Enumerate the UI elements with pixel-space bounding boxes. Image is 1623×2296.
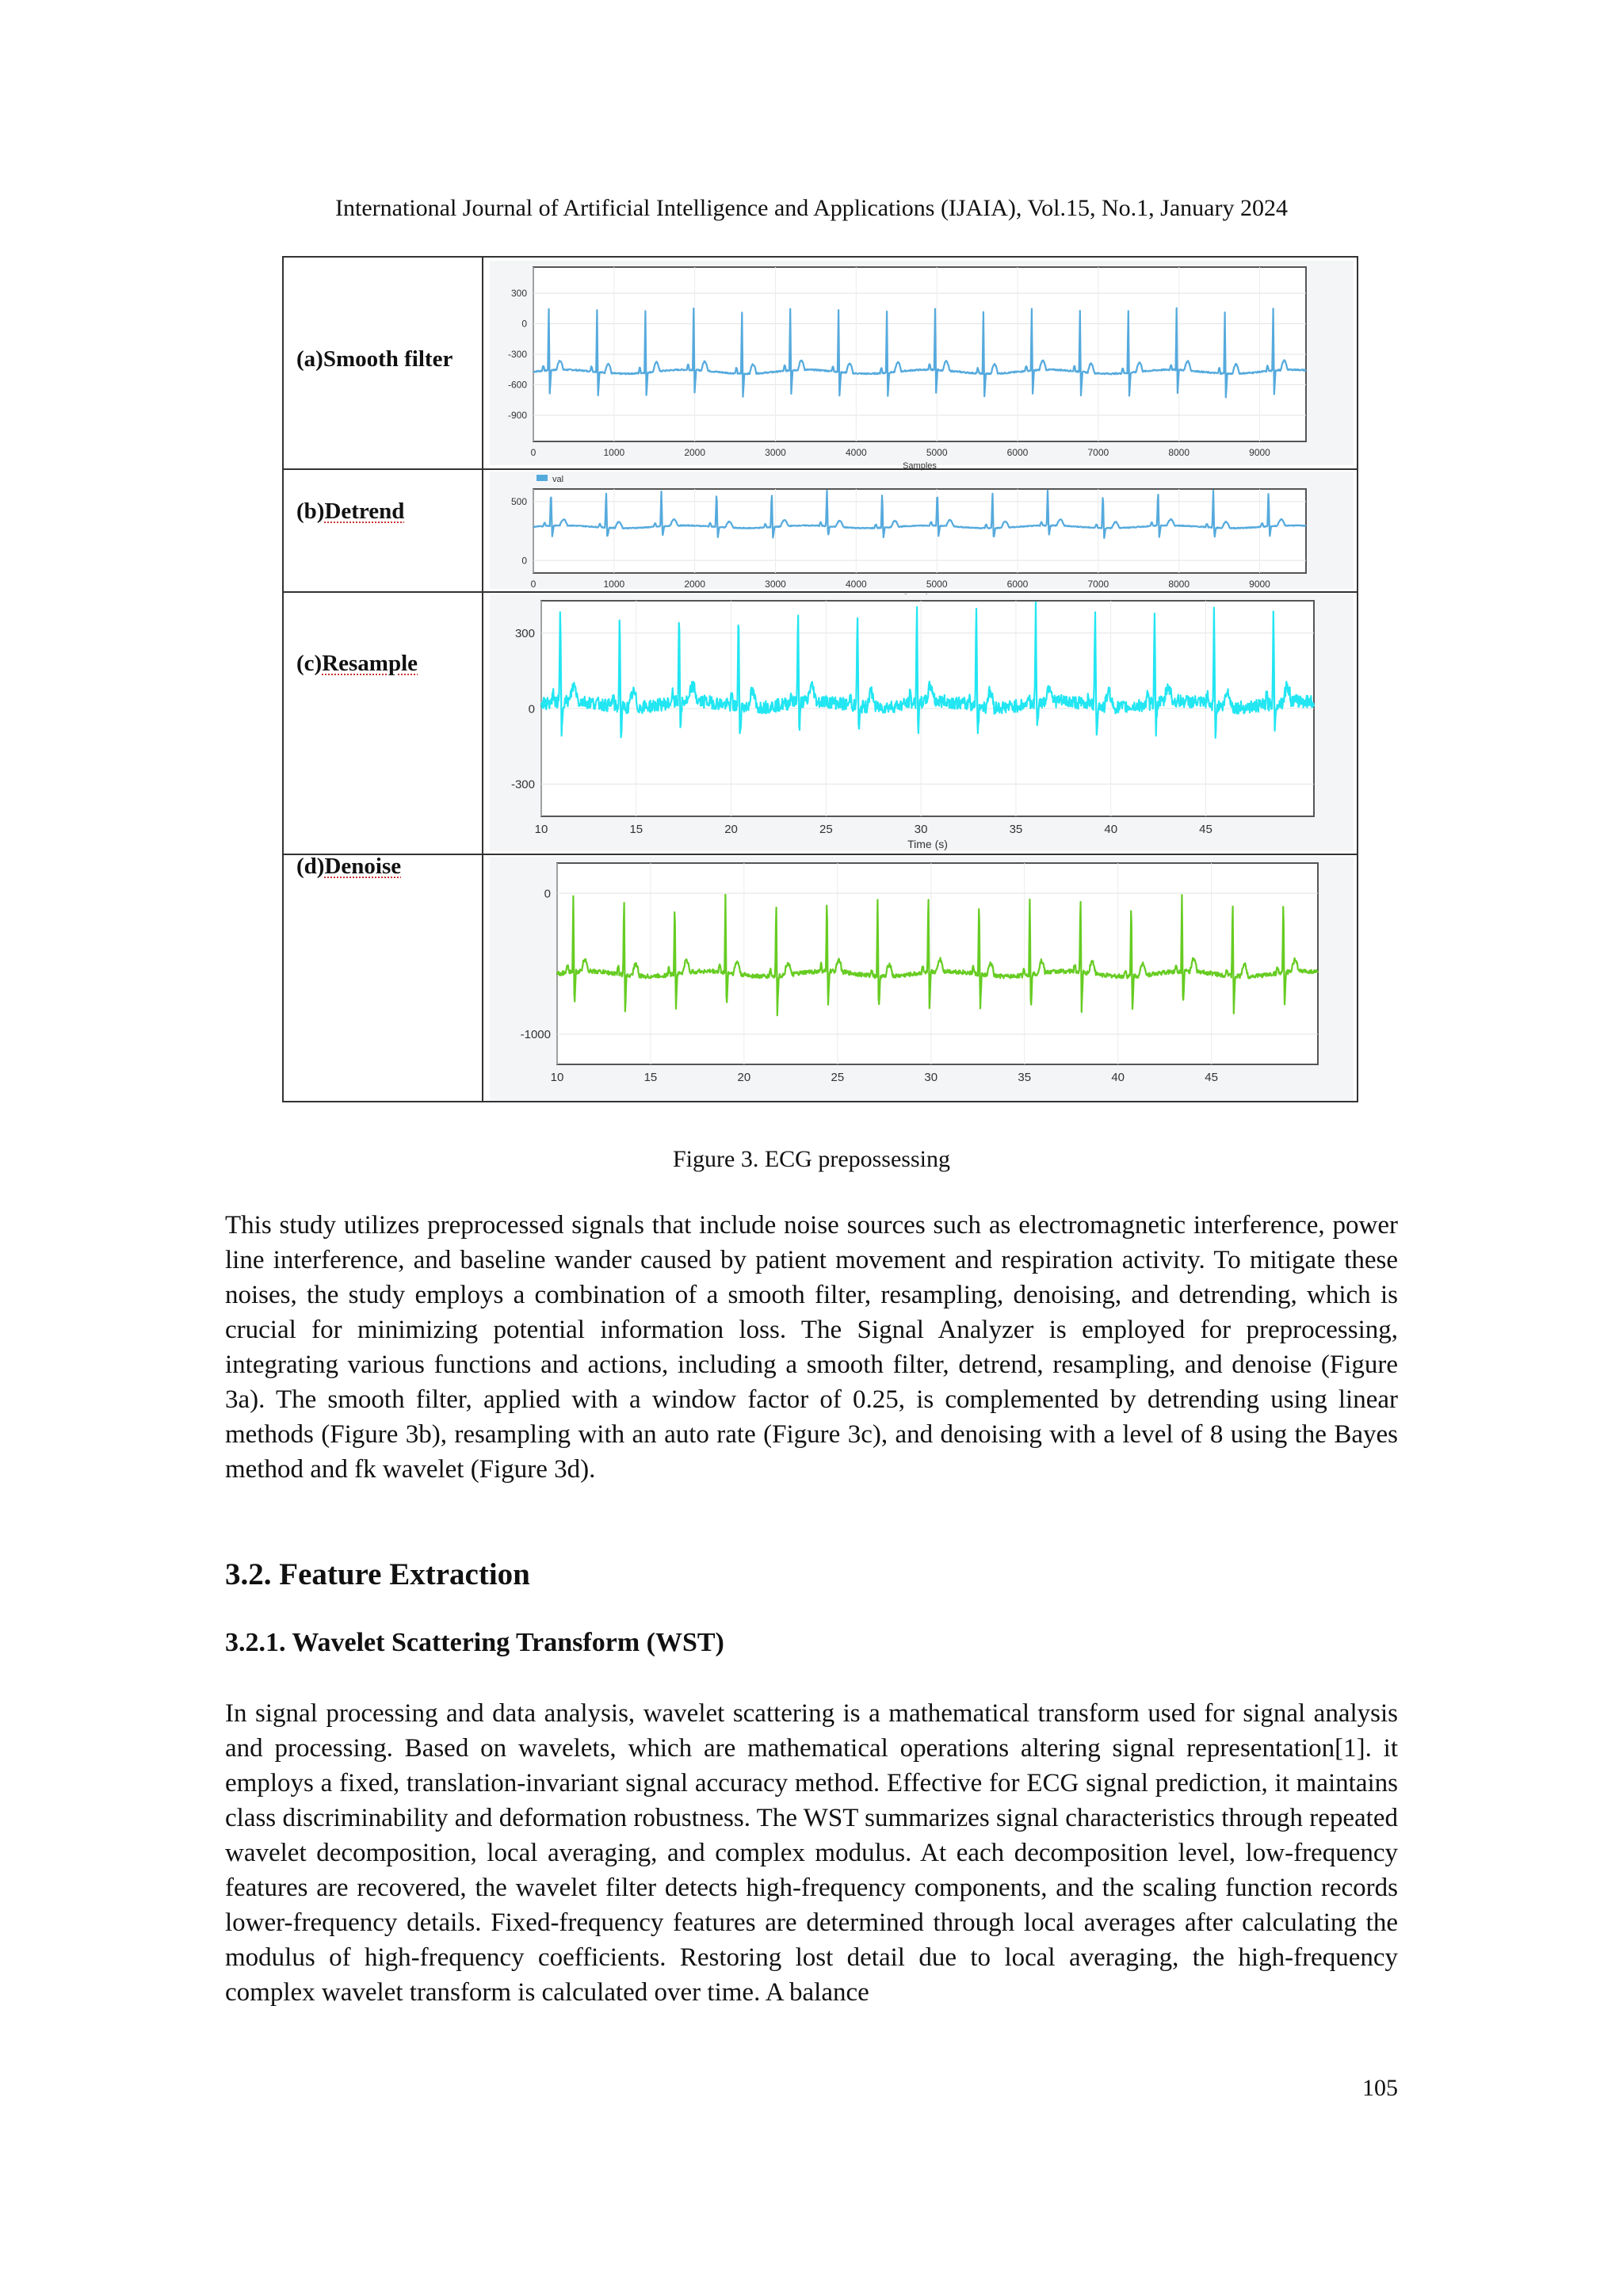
x-tick-label: 10 [534, 823, 548, 836]
x-tick-label: 1000 [603, 447, 625, 458]
x-tick-label: 40 [1111, 1071, 1125, 1084]
running-header: International Journal of Artificial Intelligence and Applications (IJAIA), Vol.15, No.1, January 2024 [335, 195, 1288, 221]
y-tick-label: 500 [510, 496, 527, 508]
x-axis-label: Time (s) [907, 838, 948, 850]
y-tick-label: -300 [507, 349, 527, 361]
y-tick-label: 0 [544, 887, 551, 901]
plot-b [490, 472, 1354, 589]
x-tick-label: 6000 [1006, 447, 1029, 458]
x-tick-label: 2000 [684, 447, 706, 458]
plot-c-svg [490, 594, 1354, 851]
y-tick-label: -1000 [520, 1028, 551, 1042]
x-tick-label: 20 [724, 823, 738, 836]
x-tick-label: 7000 [1087, 447, 1109, 458]
x-tick-label: 25 [831, 1071, 845, 1084]
x-tick-label: 0 [530, 579, 537, 590]
y-tick-label: 300 [510, 288, 527, 300]
x-tick-label: 15 [629, 823, 643, 836]
x-tick-label: 8000 [1168, 447, 1190, 458]
plot-d-svg [490, 857, 1354, 1101]
x-tick-label: 30 [924, 1071, 938, 1084]
paragraph-preprocessing [225, 1208, 1398, 1487]
x-tick-label: 3000 [765, 447, 786, 458]
x-tick-label: 8000 [1168, 579, 1190, 590]
plot-a [490, 261, 1354, 471]
x-tick-label: 4000 [845, 447, 867, 458]
x-tick-label: 45 [1199, 823, 1212, 836]
x-tick-label: 9000 [1249, 447, 1270, 458]
table-column-divider [482, 258, 483, 1101]
plot-b-svg [490, 472, 1354, 589]
x-tick-label: 25 [819, 823, 833, 836]
figure-table [282, 256, 1358, 1102]
panel-label-d: (d)Denoise [296, 854, 402, 879]
x-tick-label: 9000 [1249, 579, 1270, 590]
legend-label: val [552, 475, 564, 484]
x-tick-label: 1000 [603, 579, 625, 590]
y-tick-label: 0 [528, 702, 535, 716]
x-tick-label: 7000 [1087, 579, 1109, 590]
x-tick-label: 15 [643, 1071, 658, 1084]
paragraph-text: This study utilizes preprocessed signals that include noise sources such as electromagnetic interference, power line interference, and baseline wander caused by patient movement and respiration activity. To mitigate these noises, the study employs a combination of a smooth filter, resampling, denoising, and detrending, which is crucial for minimizing potential information loss. The Signal Analyzer is employed for preprocessing, integrating various functions and actions, including a smooth filter, detrend, resampling, and denoise (Figure 3a). The smooth filter, applied with a window factor of 0.25, is complemented by detrending using linear methods (Figure 3b), resampling with an auto rate (Figure 3c), and denoising with a level of 8 using the Bayes method and fk wavelet (Figure 3d). [225, 1211, 1398, 1484]
plot-a-svg [490, 261, 1354, 471]
y-tick-label: 0 [521, 318, 527, 330]
panel-label-c: (c)Resample [296, 651, 418, 676]
x-tick-label: 3000 [765, 579, 786, 590]
y-tick-label: -600 [507, 379, 527, 391]
x-tick-label: 10 [550, 1071, 564, 1084]
y-tick-label: -300 [510, 777, 535, 792]
panel-label-a: (a)Smooth filter [296, 346, 453, 372]
x-tick-label: 2000 [684, 579, 706, 590]
plot-d [490, 857, 1354, 1101]
paragraph-text: In signal processing and data analysis, wavelet scattering is a mathematical transform used for signal analysis and processing. Based on wavelets, which are mathematical operations altering signal representation[1]. it employs a fixed, translation-invariant signal accuracy method. Effective for ECG signal prediction, it maintains class discriminability and deformation robustness. The WST summarizes signal characteristics through repeated wavelet decomposition, local averaging, and complex modulus. At each decomposition level, low-frequency features are recovered, the wavelet filter detects high-frequency components, and the scaling function records lower-frequency details. Fixed-frequency features are determined through local averages after calculating the modulus of high-frequency coefficients. Restoring lost detail due to local averaging, the high-frequency complex wavelet transform is calculated over time. A balance [225, 1699, 1398, 2007]
table-row-divider [284, 468, 1357, 470]
figure-caption: Figure 3. ECG prepossessing [673, 1146, 950, 1172]
legend-swatch [537, 475, 548, 481]
x-axis-label: Samples [903, 461, 937, 471]
x-tick-label: 5000 [926, 447, 948, 458]
x-tick-label: 5000 [926, 579, 948, 590]
section-heading: 3.2. Feature Extraction [225, 1557, 530, 1591]
x-tick-label: 40 [1104, 823, 1118, 836]
x-tick-label: 30 [914, 823, 928, 836]
x-tick-label: 20 [737, 1071, 751, 1084]
y-tick-label: 300 [514, 627, 535, 641]
x-tick-label: 4000 [845, 579, 867, 590]
panel-label-b: (b)Detrend [296, 499, 405, 524]
paragraph-wst [225, 1696, 1398, 2010]
plot-c [490, 594, 1354, 851]
x-tick-label: 45 [1205, 1071, 1218, 1084]
page-number: 105 [1362, 2075, 1398, 2101]
x-tick-label: 35 [1009, 823, 1023, 836]
x-tick-label: 6000 [1006, 579, 1029, 590]
x-tick-label: 35 [1018, 1071, 1032, 1084]
y-tick-label: -900 [507, 410, 527, 422]
x-tick-label: 0 [530, 447, 537, 458]
subsection-heading: 3.2.1. Wavelet Scattering Transform (WST) [225, 1628, 724, 1657]
table-row-divider [284, 591, 1357, 593]
y-tick-label: 0 [521, 555, 527, 567]
table-row-divider [284, 854, 1357, 855]
